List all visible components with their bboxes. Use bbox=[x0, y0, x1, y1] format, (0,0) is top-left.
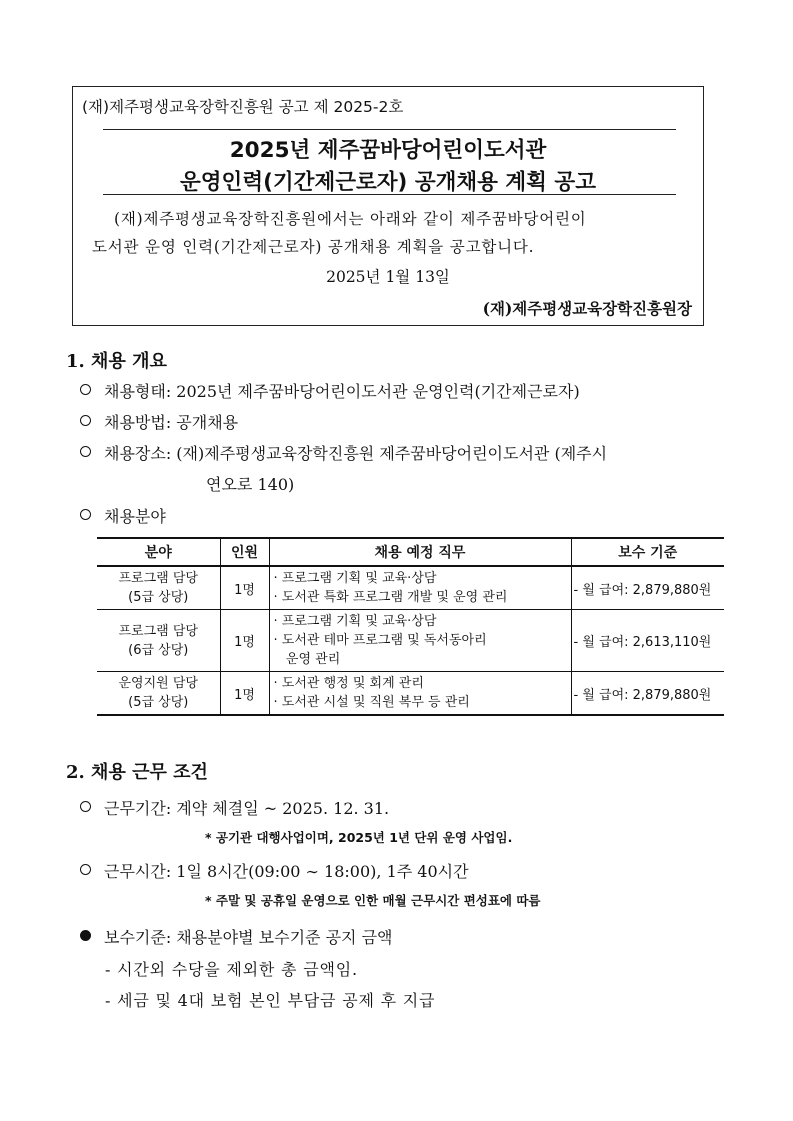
table-row bbox=[97, 610, 724, 672]
pay-cell: - 월 급여: 2,613,110원 bbox=[571, 610, 724, 672]
notice-number: (재)제주평생교육장학진흥원 공고 제 2025-2호 bbox=[82, 98, 404, 116]
header-pay: 보수 기준 bbox=[571, 538, 724, 566]
circle-bullet-icon bbox=[80, 446, 91, 457]
notice-box bbox=[72, 86, 704, 326]
duties-cell: · 도서관 행정 및 회계 관리 · 도서관 시설 및 직원 복무 등 관리 bbox=[269, 672, 571, 716]
pay-cell: - 월 급여: 2,879,880원 bbox=[571, 672, 724, 716]
notice-title-line2: 운영인력(기간제근로자) 공개채용 계획 공고 bbox=[180, 170, 596, 195]
circle-bullet-icon bbox=[80, 415, 91, 426]
title-underline bbox=[103, 194, 676, 195]
table-header-row bbox=[97, 538, 724, 566]
bullet-work-period: 근무기간: 계약 체결일 ~ 2025. 12. 31. bbox=[80, 796, 389, 819]
notice-date: 2025년 1월 13일 bbox=[326, 268, 450, 286]
jobs-table bbox=[97, 537, 724, 716]
title-top-rule bbox=[103, 129, 676, 130]
circle-bullet-icon bbox=[80, 509, 91, 520]
notice-issuer: (재)제주평생교육장학진흥원장 bbox=[482, 299, 692, 318]
bullet-work-hours: 근무시간: 1일 8시간(09:00 ∼ 18:00), 1주 40시간 bbox=[80, 859, 469, 882]
bullet-pay-standard: 보수기준: 채용분야별 보수기준 공지 금액 bbox=[80, 925, 393, 948]
work-hours-note: * 주말 및 공휴일 운영으로 인한 매월 근무시간 편성표에 따름 bbox=[205, 893, 541, 908]
section2-title: 2. 채용 근무 조건 bbox=[66, 762, 208, 783]
pay-detail-1: - 시간외 수당을 제외한 총 금액임. bbox=[105, 960, 358, 979]
pay-detail-2: - 세금 및 4대 보험 본인 부담금 공제 후 지급 bbox=[105, 991, 436, 1010]
field-cell: 프로그램 담당 (6급 상당) bbox=[97, 610, 220, 672]
table-row bbox=[97, 566, 724, 610]
intro-line2: 도서관 운영 인력(기간제근로자) 공개채용 계획을 공고합니다. bbox=[92, 238, 535, 256]
header-count: 인원 bbox=[220, 538, 269, 566]
work-period-note: * 공기관 대행사업이며, 2025년 1년 단위 운영 사업임. bbox=[205, 830, 513, 845]
intro-line1: (재)제주평생교육장학진흥원에서는 아래와 같이 제주꿈바당어린이 bbox=[114, 210, 587, 228]
circle-bullet-icon bbox=[80, 384, 91, 395]
header-duties: 채용 예정 직무 bbox=[269, 538, 571, 566]
duties-cell: · 프로그램 기획 및 교육·상담 · 도서관 특화 프로그램 개발 및 운영 관리 bbox=[269, 566, 571, 610]
pay-cell: - 월 급여: 2,879,880원 bbox=[571, 566, 724, 610]
circle-bullet-icon bbox=[80, 864, 91, 875]
duties-cell: · 프로그램 기획 및 교육·상담 · 도서관 테마 프로그램 및 독서동아리 운영 관리 bbox=[269, 610, 571, 672]
count-cell: 1명 bbox=[220, 566, 269, 610]
bullet-employment-type: 채용형태: 2025년 제주꿈바당어린이도서관 운영인력(기간제근로자) bbox=[80, 379, 580, 402]
table-row bbox=[97, 672, 724, 716]
header-field: 분야 bbox=[97, 538, 220, 566]
location-continuation: 연오로 140) bbox=[206, 475, 295, 494]
bullet-hiring-field: 채용분야 bbox=[80, 504, 166, 527]
filled-circle-bullet-icon bbox=[80, 930, 91, 941]
bullet-hiring-method: 채용방법: 공개채용 bbox=[80, 410, 238, 433]
section1-title: 1. 채용 개요 bbox=[66, 351, 167, 372]
field-cell: 프로그램 담당 (5급 상당) bbox=[97, 566, 220, 610]
notice-title-line1: 2025년 제주꿈바당어린이도서관 bbox=[229, 138, 547, 163]
circle-bullet-icon bbox=[80, 801, 91, 812]
count-cell: 1명 bbox=[220, 672, 269, 716]
count-cell: 1명 bbox=[220, 610, 269, 672]
field-cell: 운영지원 담당 (5급 상당) bbox=[97, 672, 220, 716]
bullet-work-location: 채용장소: (재)제주평생교육장학진흥원 제주꿈바당어린이도서관 (제주시 bbox=[80, 441, 607, 464]
